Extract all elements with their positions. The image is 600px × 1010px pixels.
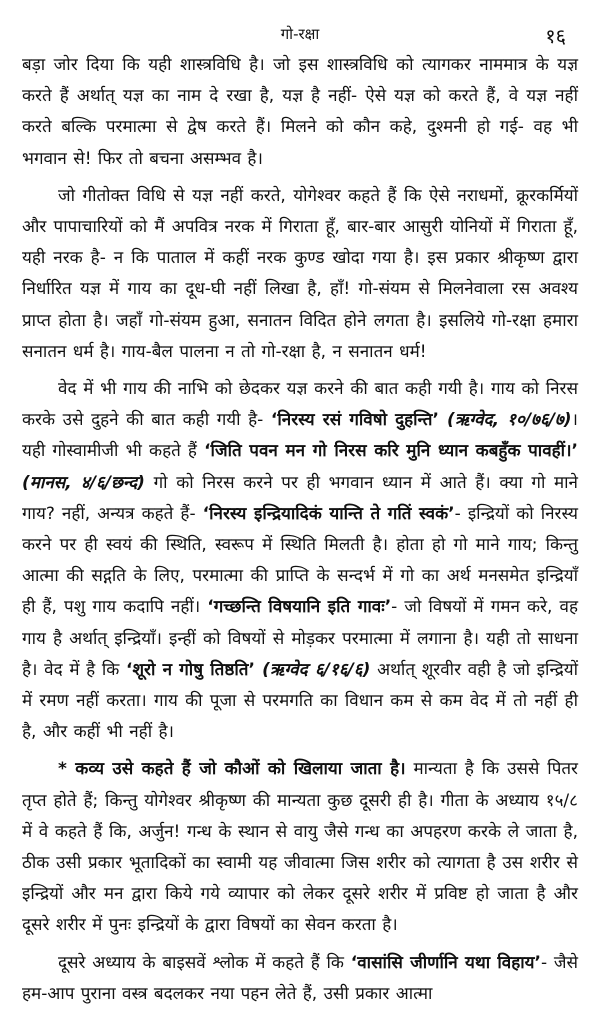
- text-span: - जैसे हम-आप पुराना वस्त्र बदलकर नया पहन लेते हैं, उसी प्रकार आत्मा: [22, 952, 578, 1004]
- paragraph-4: [22, 754, 578, 941]
- page-body: [22, 50, 578, 1010]
- paragraph-5: [22, 948, 578, 1010]
- manas-quote: ‘जिति पवन मन गो निरस करि मुनि ध्यान कबहुँक पावहीं।’: [204, 441, 578, 462]
- text-span: - इन्द्रियों को निरस्य करने पर ही स्वयं की स्थिति, स्वरूप में स्थिति मिलती है। होता हो गो माने गाय; किन्तु आत्मा की सद्गति के लिए, परमात्मा की प्राप्ति के सन्दर्भ में गो का अर्थ मनसमेत इन्द्रियाँ ही हैं, पशु गाय कदापि नहीं।: [22, 503, 578, 618]
- paragraph-1: बड़ा जोर दिया कि यही शास्त्रविधि है। जो इस शास्त्रविधि को त्यागकर नाममात्र के यज्ञ करते हैं अर्थात् यज्ञ का नाम दे रखा है, यज्ञ है नहीं- ऐसे यज्ञ को करते हैं, वे यज्ञ नहीं करते बल्कि परमात्मा से द्वेष करते हैं। मिलने को कौन कहे, दुश्मनी हो गई- वह भी भगवान से! फिर तो बचना असम्भव है।: [22, 55, 578, 169]
- paragraph-2: जो गीतोक्त विधि से यज्ञ नहीं करते, योगेश्वर कहते हैं कि ऐसे नराधमों, क्रूरकर्मियों और पापाचारियों को मैं अपवित्र नरक में गिराता हूँ, बार-बार आसुरी योनियों में गिराता हूँ, यही नरक है- न कि पाताल में कहीं नरक कुण्ड खोदा गया है। इस प्रकार श्रीकृष्ण द्वारा निर्धारित यज्ञ में गाय का दूध-घी नहीं लिखा है, हाँ! गो-संयम से मिलनेवाला रस अवश्य प्राप्त होता है। जहाँ गो-संयम हुआ, सनातन विदित होने लगता है। इसलिये गो-रक्षा हमारा सनातन धर्म है। गाय-बैल पालना न तो गो-रक्षा है, न सनातन धर्म!: [22, 185, 578, 362]
- running-title: गो-रक्षा: [280, 25, 320, 43]
- page-header: [22, 0, 578, 50]
- gita-quote: ‘वासांसि जीर्णानि यथा विहाय’: [350, 952, 541, 973]
- text-span: अर्थात् शूरवीर वही है जो इन्द्रियों में रमण नहीं करता। गाय की पूजा से परमगति का विधान कम से कम वेद में तो नहीं ही है, और कहीं भी नहीं है।: [22, 659, 578, 743]
- text-span: दूसरे अध्याय के बाइसवें श्लोक में कहते हैं कि: [58, 952, 351, 973]
- sanskrit-quote: ‘निरस्य इन्द्रियादिकं यान्ति ते गतिं स्वकं’: [202, 503, 455, 524]
- scripture-reference: (ऋग्वेद ६/१६/६): [254, 659, 371, 680]
- scripture-reference: (ऋग्वेद, १०/७६/७): [438, 410, 572, 431]
- scripture-reference: (मानस, ४/६/छन्द): [22, 472, 145, 493]
- paragraph-3: [22, 374, 578, 748]
- footnote-lead: * कव्य उसे कहते हैं जो कौओं को खिलाया जाता है।: [58, 759, 406, 780]
- vedic-quote: ‘शूरो न गोषु तिष्ठति’: [126, 659, 255, 680]
- text-span: - जो विषयों में गमन करे, वह गाय है अर्थात् इन्द्रियाँ। इन्हीं को विषयों से मोड़कर परमात्मा में लगाना है। यही तो साधना है। वेद में है कि: [22, 597, 578, 680]
- text-span: । यही गोस्वामीजी भी कहते हैं: [22, 410, 578, 462]
- text-span: मान्यता है कि उससे पितर तृप्त होते हैं; किन्तु योगेश्वर श्रीकृष्ण की मान्यता कुछ दूसरी ही है। गीता के अध्याय १५/८ में वे कहते हैं कि, अर्जुन! गन्ध के स्थान से वायु जैसे गन्ध का अपहरण करके ले जाता है, ठीक उसी प्रकार भूतादिकों का स्वामी यह जीवात्मा जिस शरीर को त्यागता है उस शरीर से इन्द्रियों और मन द्वारा किये गये व्यापार को लेकर दूसरे शरीर में प्रविष्ट हो जाता है और दूसरे शरीर में पुनः इन्द्रियों के द्वारा विषयों का सेवन करता है।: [22, 759, 578, 936]
- text-span: गो को निरस करने पर ही भगवान ध्यान में आते हैं। क्या गो माने गाय? नहीं, अन्यत्र कहते हैं-: [22, 472, 578, 524]
- vedic-quote: ‘निरस्य रसं गविषो दुहन्ति’: [270, 410, 439, 431]
- text-span: वेद में भी गाय की नाभि को छेदकर यज्ञ करने की बात कही गयी है। गाय को निरस करके उसे दुहने की बात कही गयी है-: [22, 379, 578, 431]
- sanskrit-quote: ‘गच्छन्ति विषयानि इति गावः’: [207, 597, 392, 618]
- page-number: १६: [545, 24, 566, 48]
